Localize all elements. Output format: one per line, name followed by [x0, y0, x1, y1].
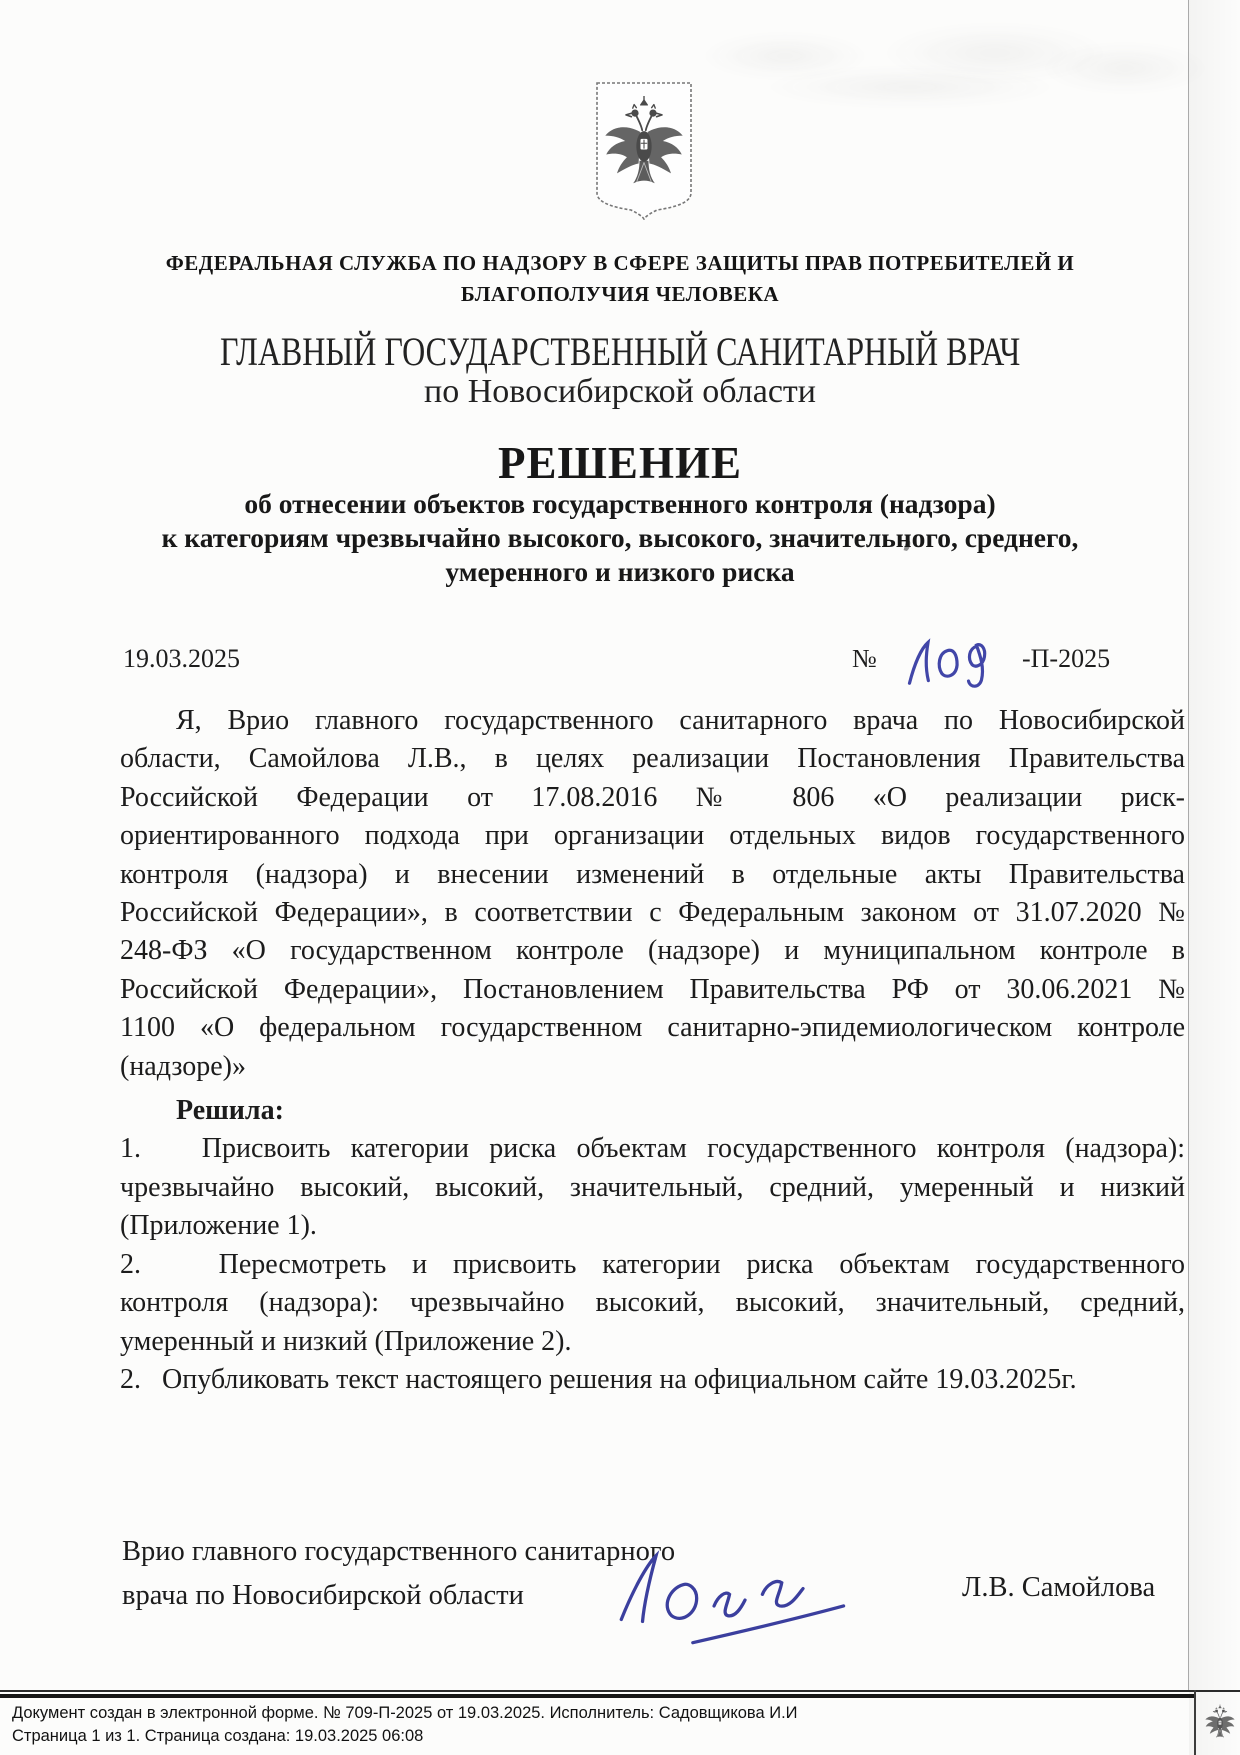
footer-info-line: Страница 1 из 1. Страница создана: 19.03.2025 06:08	[12, 1725, 424, 1745]
scan-smudge	[1040, 42, 1210, 94]
body-line: Российской Федерации», в соответствии с Федеральным законом от 31.07.2020 №	[120, 897, 1185, 929]
rospotrebnadzor-emblem-icon	[1203, 1698, 1237, 1745]
decision-subtitle	[0, 487, 1240, 589]
decision-subtitle-line: к категориям чрезвычайно высокого, высокого, значительного, среднего,	[161, 522, 1079, 553]
footer-rule-thin	[0, 1690, 1240, 1692]
body-line: 1100 «О федеральном государственном санитарно-эпидемиологическом контроле	[120, 1012, 1185, 1044]
body-line: 2. Опубликовать текст настоящего решения на официальном сайте 19.03.2025г.	[120, 1363, 1077, 1395]
body-line: 248-ФЗ «О государственном контроле (надзоре) и муниципальном контроле в	[120, 935, 1185, 967]
decision-subtitle-line: об отнесении объектов государственного контроля (надзора)	[244, 488, 996, 519]
org-name-line: ФЕДЕРАЛЬНАЯ СЛУЖБА ПО НАДЗОРУ В СФЕРЕ ЗАЩИТЫ ПРАВ ПОТРЕБИТЕЛЕЙ И	[165, 251, 1075, 275]
body-line: чрезвычайно высокий, высокий, значительный, средний, умеренный и низкий	[120, 1171, 1185, 1203]
decision-subtitle-line: умеренного и низкого риска	[445, 556, 795, 587]
body-line: области, Самойлова Л.В., в целях реализации Постановления Правительства	[120, 743, 1185, 775]
scan-smudge	[760, 66, 1060, 108]
body-line: ориентированного подхода при организации отдельных видов государственного	[120, 820, 1185, 852]
body-line: Я, Врио главного государственного санитарного врача по Новосибирской	[176, 705, 1185, 736]
body-line: Российской Федерации», Постановлением Правительства РФ от 30.06.2021 №	[120, 973, 1185, 1005]
signature-position	[122, 1530, 675, 1617]
body-line: Российской Федерации от 17.08.2016 № 806 «О реализации риск-	[120, 781, 1185, 813]
authority-region: по Новосибирской области	[424, 373, 816, 410]
decision-title: РЕШЕНИЕ	[498, 438, 742, 488]
body-line: контроля (надзора) и внесении изменений в отдельные акты Правительства	[120, 858, 1185, 890]
footer-info	[12, 1702, 798, 1747]
body-line: 1. Присвоить категории риска объектам государственного контроля (надзора):	[120, 1133, 1185, 1165]
russia-coat-of-arms-icon	[594, 80, 694, 220]
handwritten-number	[900, 634, 1015, 694]
date-number-row	[0, 644, 1240, 694]
authority-title: ГЛАВНЫЙ ГОСУДАРСТВЕННЫЙ САНИТАРНЫЙ ВРАЧ	[219, 329, 1021, 374]
decision-date: 19.03.2025	[123, 644, 240, 673]
footer-divider-line	[1194, 1690, 1196, 1755]
resolution-heading: Решила:	[176, 1095, 284, 1127]
org-name-line: БЛАГОПОЛУЧИЯ ЧЕЛОВЕКА	[460, 282, 780, 306]
footer-info-line: Документ создан в электронной форме. № 709-П-2025 от 19.03.2025. Исполнитель: Садовщикова И.И	[12, 1703, 798, 1722]
body-line: умеренный и низкий (Приложение 2).	[120, 1325, 572, 1357]
document-body	[120, 702, 1185, 1399]
org-name	[0, 248, 1240, 310]
number-sign: №	[852, 644, 877, 673]
footer-rule-thick	[0, 1694, 1194, 1698]
signer-name: Л.В. Самойлова	[962, 1572, 1156, 1603]
body-line: контроля (надзора): чрезвычайно высокий, высокий, значительный, средний,	[120, 1287, 1185, 1319]
signature-position-line: врача по Новосибирской области	[122, 1579, 524, 1611]
body-line: (Приложение 1).	[120, 1210, 317, 1242]
body-line: 2. Пересмотреть и присвоить категории риска объектам государственного	[120, 1248, 1185, 1280]
signature-position-line: Врио главного государственного санитарного	[122, 1536, 676, 1567]
body-line: (надзоре)»	[120, 1050, 246, 1082]
handwritten-signature	[600, 1542, 890, 1667]
number-suffix: -П-2025	[1022, 644, 1111, 673]
